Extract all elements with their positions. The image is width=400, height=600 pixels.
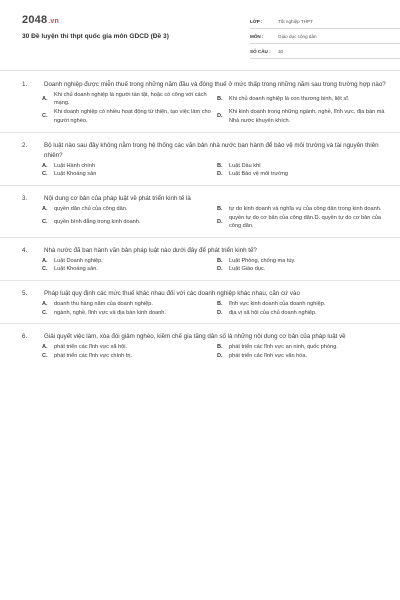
option-letter: A.: [42, 343, 48, 350]
question-divider: [0, 280, 400, 281]
option-text: Luật Hành chính: [54, 162, 96, 169]
option-text: Luật Khoáng sản: [54, 171, 97, 178]
option-text: Khi doanh nghiệp có nhiều hoạt động từ thiện, tạo việc làm cho người nghèo.: [54, 109, 211, 124]
question-text: Nhà nước đã ban hành văn bản pháp luật nào dưới đây để phát triển kinh tế?: [44, 247, 257, 255]
option-letter: A.: [42, 95, 48, 102]
option-text: Khi kinh doanh trong những ngành, nghề, lĩnh vực, địa bàn mà Nhà nước khuyến khích.: [229, 109, 385, 124]
option-text: Luật Doanh nghiệp.: [54, 257, 103, 264]
option-letter: C.: [42, 309, 48, 316]
question-number: 4.: [22, 247, 28, 255]
question-text: Doanh nghiệp được miễn thuế trong những năm đầu và đóng thuế ở mức thấp trong những năm sau trong trường hợp nào?: [44, 81, 386, 88]
answer-options: [42, 162, 386, 180]
option-text: Khi chủ doanh nghiệp là con thương binh, liệt sĩ.: [229, 95, 350, 102]
answer-option-b[interactable]: [217, 300, 386, 309]
option-letter: B.: [217, 257, 223, 264]
answer-option-d[interactable]: [217, 309, 386, 318]
option-letter: A.: [42, 300, 48, 307]
option-letter: B.: [217, 343, 223, 350]
option-letter: C.: [42, 113, 48, 120]
option-letter: B.: [217, 300, 223, 307]
option-letter: D.: [217, 113, 223, 120]
question-list: [20, 80, 386, 360]
answer-option-a[interactable]: [42, 205, 211, 214]
question-stem: [20, 289, 386, 300]
option-text: Khi chủ doanh nghiệp là người tàn tật, hoặc có công với cách mạng.: [54, 91, 207, 107]
option-letter: B.: [217, 95, 223, 102]
answer-option-c[interactable]: [42, 108, 211, 126]
question-6: [20, 332, 386, 360]
option-letter: D.: [217, 309, 223, 316]
answer-option-d[interactable]: [217, 265, 386, 274]
option-text: phát triển các lĩnh vực an ninh, quốc phòng.: [229, 343, 338, 350]
question-stem: [20, 332, 386, 343]
option-letter: A.: [42, 205, 48, 212]
meta-row-class: LỚP : Tốt nghiệp THPT: [250, 14, 400, 29]
question-stem: [20, 194, 386, 205]
question-divider: [0, 323, 400, 324]
option-letter: D.: [217, 218, 223, 225]
answer-option-a[interactable]: [42, 343, 211, 352]
header-divider: [0, 70, 400, 71]
option-text: doanh thu hàng năm của doanh nghiệp.: [54, 300, 153, 307]
answer-option-d[interactable]: [217, 352, 386, 361]
exam-meta: [250, 14, 400, 59]
question-number: 6.: [22, 333, 28, 341]
answer-option-a[interactable]: [42, 300, 211, 309]
answer-option-d[interactable]: [217, 170, 386, 179]
option-letter: C.: [42, 171, 48, 178]
meta-row-count: SỐ CÂU : 30: [250, 44, 400, 59]
meta-row-subject: MÔN : Giáo dục công dân: [250, 29, 400, 44]
option-text: tự do kinh doanh và nghĩa vụ của công dân trong kinh doanh.: [229, 205, 382, 212]
option-text: quyền dân chủ của công dân.: [54, 205, 128, 212]
option-letter: C.: [42, 352, 48, 359]
answer-options: [42, 205, 386, 231]
option-text: ngành, nghề, lĩnh vực và địa bàn kinh doanh.: [54, 309, 166, 316]
option-letter: A.: [42, 162, 48, 169]
question-divider: [0, 132, 400, 133]
answer-option-c[interactable]: [42, 214, 211, 232]
option-letter: B.: [217, 205, 223, 212]
site-logo[interactable]: 2048.vn: [22, 14, 59, 26]
option-letter: D.: [217, 266, 223, 273]
option-text: phát triển các lĩnh vực văn hóa.: [229, 352, 308, 359]
answer-option-c[interactable]: [42, 170, 211, 179]
question-text: Giải quyết việc làm, xóa đói giảm nghèo, kiềm chế gia tăng dân số là những nội dung cơ bản của pháp luật về: [44, 333, 346, 341]
page-header: [20, 0, 380, 64]
answer-options: [42, 300, 386, 318]
answer-option-c[interactable]: [42, 265, 211, 274]
question-2: [20, 141, 386, 187]
answer-option-b[interactable]: [217, 91, 386, 109]
option-text: lĩnh vực kinh doanh của doanh nghiệp.: [229, 300, 326, 307]
option-text: quyền tự do cơ bản của công dân.D. quyền tự do cơ bản của công dân.: [229, 214, 381, 230]
option-letter: C.: [42, 266, 48, 273]
answer-options: [42, 257, 386, 275]
question-5: [20, 289, 386, 324]
answer-option-d[interactable]: [217, 108, 386, 126]
question-1: [20, 80, 386, 133]
question-stem: [20, 246, 386, 257]
question-divider: [0, 185, 400, 186]
question-divider: [0, 237, 400, 238]
option-text: phát triển các lĩnh vực xã hội.: [54, 343, 128, 350]
question-number: 3.: [22, 195, 28, 203]
option-text: Luật Giáo dục.: [229, 266, 266, 273]
option-letter: D.: [217, 352, 223, 359]
option-letter: B.: [217, 162, 223, 169]
question-text: Bộ luật nào sau đây không nằm trong hệ thống các văn bản nhà nước ban hành để bảo vệ môi trường và tài nguyên thiên nhiên?: [44, 141, 379, 160]
answer-option-a[interactable]: [42, 257, 211, 266]
answer-option-b[interactable]: [217, 205, 386, 214]
question-stem: [20, 141, 386, 162]
option-text: địa vị xã hội của chủ doanh nghiệp.: [229, 309, 317, 316]
question-text: Pháp luật quy định các mức thuế khác nhau đối với các doanh nghiệp khác nhau, căn cứ vào: [44, 290, 300, 298]
answer-option-c[interactable]: [42, 352, 211, 361]
answer-option-a[interactable]: [42, 91, 211, 109]
option-text: phát triển các lĩnh vực chính trị.: [54, 352, 133, 359]
option-text: Luật Phòng, chống ma túy.: [229, 257, 296, 264]
option-text: Luật Khoáng sản.: [54, 266, 98, 273]
answer-options: [42, 91, 386, 126]
option-text: quyền bình đẳng trong kinh doanh.: [54, 218, 141, 225]
option-letter: C.: [42, 218, 48, 225]
option-text: Luật Bảo vệ môi trường: [229, 171, 289, 178]
question-text: Nội dung cơ bản của pháp luật về phát triển kinh tế là: [44, 195, 191, 203]
question-stem: [20, 80, 386, 91]
answer-option-a[interactable]: [42, 162, 211, 171]
document-title: 30 Đề luyện thi thpt quốc gia môn GDCD (Đề 3): [22, 33, 169, 40]
question-3: [20, 194, 386, 238]
option-letter: A.: [42, 257, 48, 264]
answer-option-b[interactable]: [217, 343, 386, 352]
question-number: 2.: [22, 141, 28, 149]
question-number: 5.: [22, 290, 28, 298]
answer-option-c[interactable]: [42, 309, 211, 318]
answer-option-b[interactable]: [217, 162, 386, 171]
answer-options: [42, 343, 386, 361]
option-text: Luật Dầu khí: [229, 162, 261, 169]
answer-option-d[interactable]: [217, 214, 386, 232]
answer-option-b[interactable]: [217, 257, 386, 266]
option-letter: D.: [217, 171, 223, 178]
question-4: [20, 246, 386, 281]
question-number: 1.: [22, 81, 28, 88]
